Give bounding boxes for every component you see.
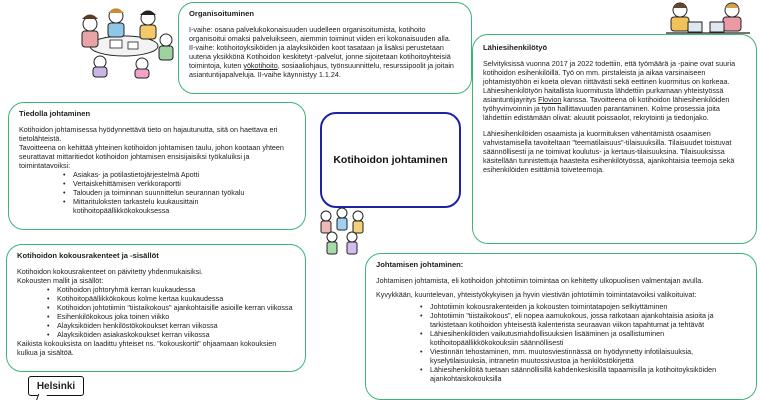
center-title-box [320,112,461,208]
laptop-meeting-illustration [658,0,758,38]
kokousrakenteet-title: Kotihoidon kokousrakenteet ja -sisällöt [17,251,159,260]
organisoituminen-phase2: II-vaihe: kotihoitoyksiköiden ja alayksiköiden koot tasataan ja lisäksi perustetaan uutena yksikkönä Kotihoidon keskitetyt -palvelut, jonne sijoitetaan kotihoitoyhteisiä toimintoja, kuten yökotihoito, sosiaaliohjaus, työnsuunnittelu, resurssipoolit ja joitain asiantuntijapalveluja. II-vaihe käynnistyy 1.1.24. [189,42,454,79]
johtamisen-para1: Johtamisen johtamista, eli kotihoidon johtotiimin toimintaa on kehitetty ulkopuolisen valmentajan avulla. [376,275,704,285]
tiedolla-para2: Tavoitteena on kehittää yhteinen kotihoidon johtamisen taulu, johon kootaan yhteen seurattavat mittaritiedot kotihoidon johtamisen ensisijaisiksi työkaluiksi ja toimintatavoiksi: [19,142,284,170]
organisoituminen-phase1: I-vaihe: osana palvelukokonaisuuden uudelleen organisoitumista, kotihoito organisoitui omaksi palveluikseen, aiemmin toiminut viiden eri kokonaisuuden alla. [189,24,451,43]
list-item: • Alayksiköiden henkilöstökokoukset kerran viikossa [47,321,295,330]
group-people-illustration [314,206,372,258]
list-item: • Johtotiimin "tiistaikokous", eli nopea aamukokous, jossa ratkotaan ajankohtaisia asioita ja tarkistetaan kotihoidon yhteisestä kalenterista seuraavan viikon tapahtumat ja tehtävät [420,311,746,329]
johtamisen-list [420,302,746,384]
kokous-list [47,285,295,339]
kokous-para1: Kotihoidon kokousrakenteet on päivitetty yhdenmukaisiksi. [17,266,203,276]
tiedolla-johtaminen-title: Tiedolla johtaminen [19,109,91,118]
center-title: Kotihoidon johtaminen [333,154,448,166]
johtamisen-johtaminen-title: Johtamisen johtaminen: [376,260,464,269]
lahi-para1: Selvityksissä vuonna 2017 ja 2022 todettiin, että työmäärä ja -paine ovat suuria kotihoidon esihenkilöillä. Työ on mm. pirstaleista ja aikaa varsinaiseen johtamistyöhön ei koeta olevan riittävästi sekä eettinen kuormitus on korkeaa. Lähiesihenkilötyön haitallista kuormitusta lähdettiin purkamaan yhteistyössä asiantuntijayritys Flovion kanssa. Tavoitteena oli kotihoidon lähiesihenkilöiden työhyvinvoinnin ja työn hallittavuuden parantaminen. Kolme prosessia joita lähdettiin edistämään olivat: akuutit poissaolot, rekrytointi ja tiedonjako. [483,58,736,122]
lahi-para2: Lähiesihenkilöiden osaamista ja kuormituksen vähentämistä osaamisen vahvistamisella tavoiteltaan "teematilaisuus"-tilaisuuksilla. Tilaisuudet toistuvat säännöllisesti ja ne toimivat koulutus- ja kertaus-tilaisuuksina. Tilaisuuksissa käsitellään tunnistettuja haasteita esihenkilötyössä, ajankohtaisia teemoja sekä esihenkilöiden esittämiä toiveteemoja. [483,129,735,175]
johtamisen-para2: Kyvykkään, kuuntelevan, yhteistyökykyisen ja hyvin viestivän johtotiimin toimintatavoiksi valikoituivat: [376,289,697,299]
list-item: • Asiakas- ja potilastietojärjestelmä Apotti [63,170,295,179]
list-item: • Kotihoidon johtotiimin "tiistaikokous" ajankohtaisille asioille kerran viikossa [47,303,295,312]
list-item: • Johtotiimin kokousrakenteiden ja kokousten toimintatapojen selkiyttäminen [420,302,746,311]
list-item: • Mittarituloksten tarkastelu kuukausittain kotihoitopäällikkökokouksessa [63,197,295,215]
organisoituminen-title: Organisoituminen [189,9,254,18]
helsinki-logo [28,376,84,396]
kokous-para2: Kokousten mallit ja sisällöt: [17,275,104,285]
lahiesihenkilotyo-title: Lähiesihenkilötyö [483,43,548,52]
tiedolla-list [63,170,295,215]
list-item: • Vertaiskehittämisen verkkoraportti [63,179,295,188]
yokotihoito-link[interactable]: yökotihoito [243,60,278,70]
list-item: • Viestinnän tehostaminen, mm. muutosviestinnässä on hyödynnetty infotilaisuuksia, kyselytilaisuuksia, intranetin muutossivustoa ja henkilöstökirjettä [420,347,746,365]
list-item: • Lähiesihenkilöiden vaikutusmahdollisuuksien lisääminen ja osallistuminen kotihoitopäällikkökokouksiin säännöllisesti [420,329,746,347]
johtamisen-johtaminen-box [365,253,757,400]
kokous-para3: Kaikista kokouksista on laadittu yhteiset ns. "kokouskortit" ohjaamaan kokouksien kulkua ja sisältöä. [17,339,277,358]
list-item: • Esihenkilökokous joka toinen viikko [47,312,295,321]
lahiesihenkilotyo-box [472,34,757,244]
kokousrakenteet-box [6,244,306,372]
list-item: • Talouden ja toiminnan suunnittelun seurannan työkalu [63,188,295,197]
list-item: • Kotihoidon johtoryhmä kerran kuukaudessa [47,285,295,294]
flovion-link[interactable]: Flovion [538,94,562,104]
organisoituminen-box [178,2,472,94]
list-item: • Alayksiköiden asiakaskokoukset kerran viikossa [47,330,295,339]
logo-text: Helsinki [36,380,76,392]
tiedolla-johtaminen-box [8,102,306,230]
list-item: • Kotihoitopäällikkökokous kolme kertaa kuukaudessa [47,294,295,303]
list-item: • Lähiesihenkilöitä tuetaan säännöllisillä kahdenkeskisillä tapaamisilla ja kotihoitoyksiköiden ajankohtaiskokouksilla [420,365,746,383]
tiedolla-para1: Kotihoidon johtamisessa hyödynnettävä tieto on hajautunutta, sitä on haettava eri tietolähteistä. [19,124,278,143]
meeting-illustration [70,4,178,78]
